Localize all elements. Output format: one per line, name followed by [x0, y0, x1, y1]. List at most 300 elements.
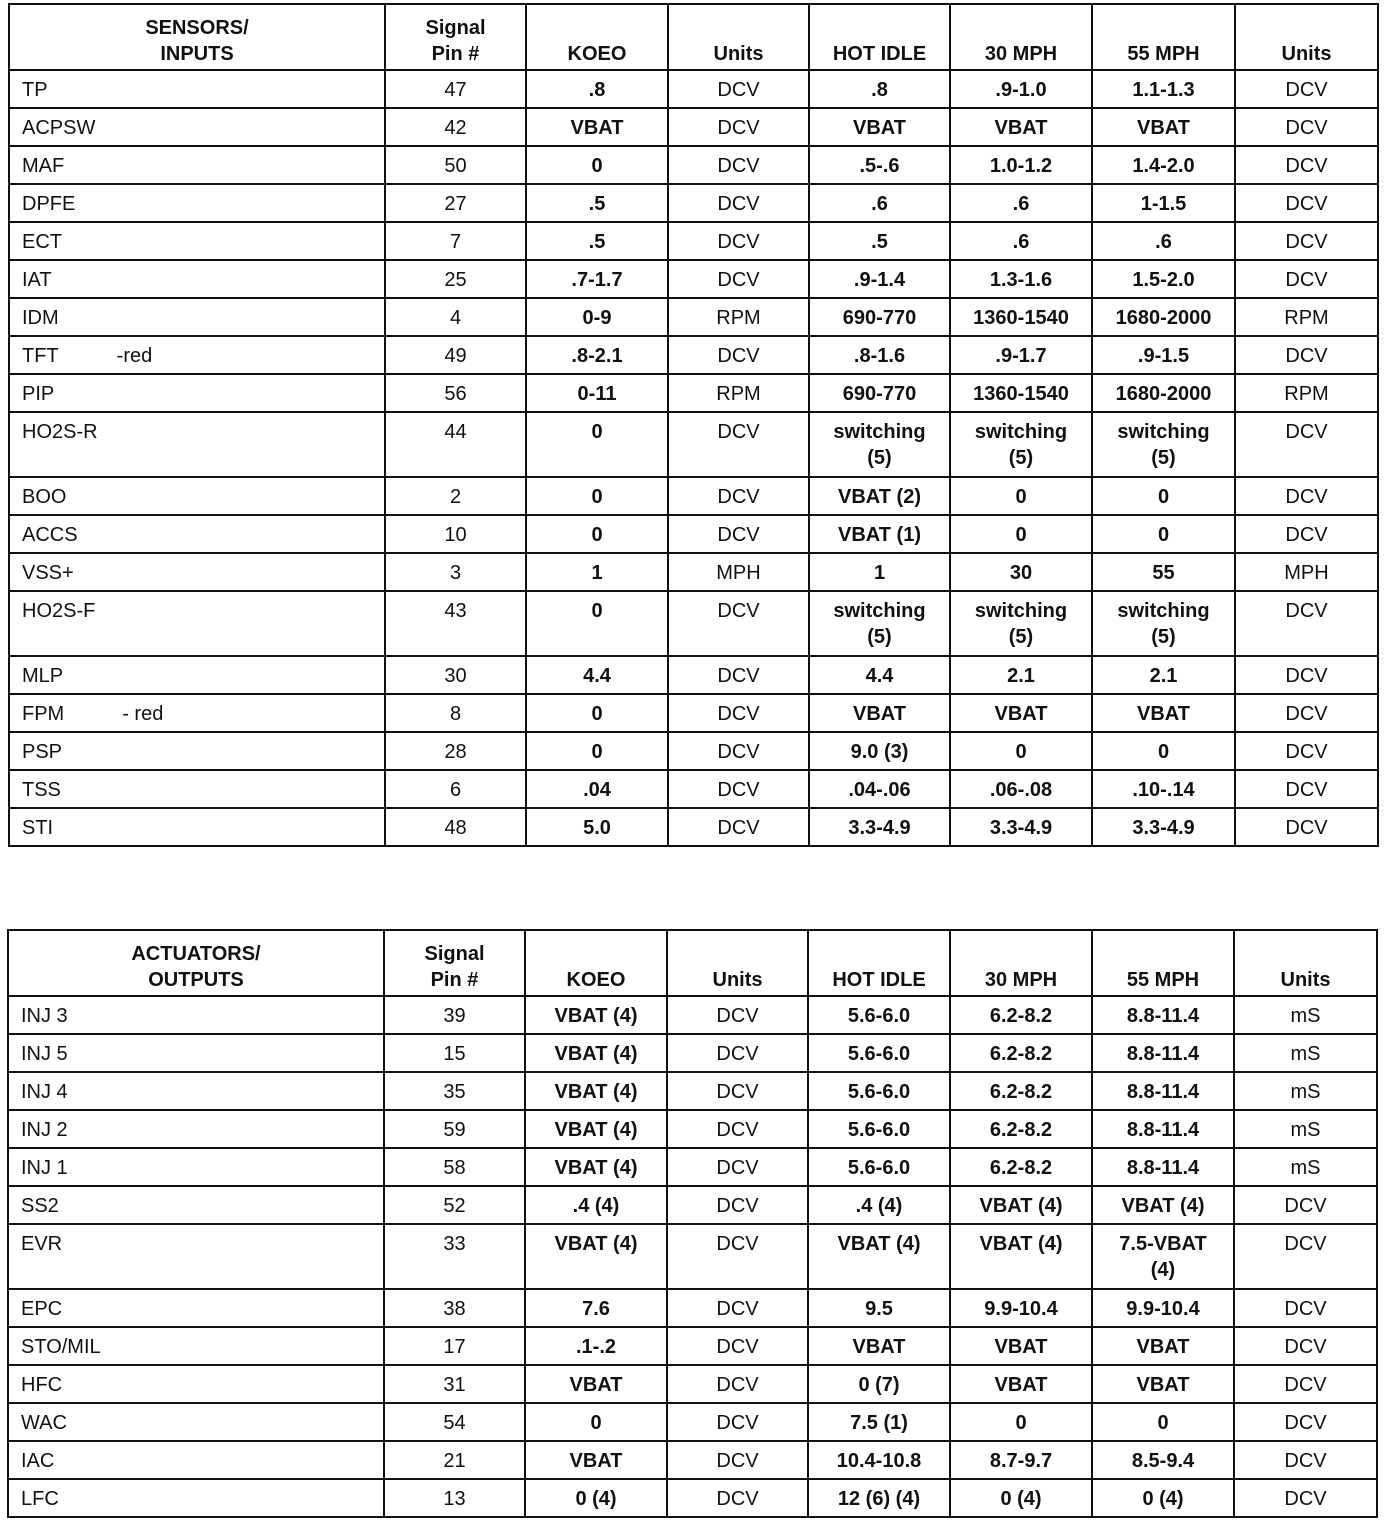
table-row: [8, 1479, 1377, 1517]
units-cell: DCV: [668, 732, 809, 770]
table-row: [8, 1289, 1377, 1327]
hot-idle-cell: .04-.06: [809, 770, 950, 808]
row-label-cell: [8, 1110, 384, 1148]
mph55-cell: 1680-2000: [1092, 374, 1235, 412]
koeo-cell: VBAT (4): [525, 1034, 667, 1072]
units-2-cell: DCV: [1235, 108, 1378, 146]
units-2-cell: DCV: [1234, 1441, 1377, 1479]
units-cell: DCV: [667, 1072, 808, 1110]
mph30-cell: 1.0-1.2: [950, 146, 1092, 184]
row-label-cell: [9, 694, 385, 732]
mph30-cell: .6: [950, 184, 1092, 222]
row-label: ACPSW: [22, 117, 96, 139]
mph55-cell: 8.8-11.4: [1092, 996, 1234, 1034]
row-label-cell: [9, 374, 385, 412]
units-2-cell: mS: [1234, 996, 1377, 1034]
header-sensors-inputs: SENSORS/ INPUTS: [9, 4, 385, 70]
row-note: - red: [122, 703, 164, 725]
table-row: [8, 1365, 1377, 1403]
row-label-cell: [9, 222, 385, 260]
table-row: [8, 1072, 1377, 1110]
units-cell: DCV: [668, 694, 809, 732]
table-row: [9, 591, 1378, 656]
header-units: Units: [668, 4, 809, 70]
row-label: HO2S-R: [22, 421, 98, 443]
mph55-cell: switching (5): [1092, 591, 1235, 656]
hot-idle-cell: .8: [809, 70, 950, 108]
mph30-cell: 6.2-8.2: [950, 1034, 1092, 1072]
units-cell: DCV: [668, 412, 809, 477]
row-label-cell: [8, 1327, 384, 1365]
units-2-cell: DCV: [1234, 1186, 1377, 1224]
units-cell: DCV: [667, 1186, 808, 1224]
row-label: INJ 1: [21, 1157, 68, 1179]
mph55-cell: 1.5-2.0: [1092, 260, 1235, 298]
units-cell: DCV: [667, 1110, 808, 1148]
mph30-cell: 2.1: [950, 656, 1092, 694]
mph30-cell: 1.3-1.6: [950, 260, 1092, 298]
koeo-cell: .7-1.7: [526, 260, 668, 298]
koeo-cell: .04: [526, 770, 668, 808]
units-cell: DCV: [667, 996, 808, 1034]
koeo-cell: 0: [526, 694, 668, 732]
units-2-cell: DCV: [1234, 1479, 1377, 1517]
table-row: [8, 996, 1377, 1034]
units-2-cell: RPM: [1235, 374, 1378, 412]
header-units-2: Units: [1234, 930, 1377, 996]
pin-cell: 43: [385, 591, 526, 656]
pin-cell: 58: [384, 1148, 525, 1186]
mph30-cell: switching (5): [950, 412, 1092, 477]
mph30-cell: 6.2-8.2: [950, 1072, 1092, 1110]
koeo-cell: 1: [526, 553, 668, 591]
hot-idle-cell: 0 (7): [808, 1365, 950, 1403]
koeo-cell: VBAT (4): [525, 1224, 667, 1289]
hot-idle-cell: 7.5 (1): [808, 1403, 950, 1441]
pin-cell: 44: [385, 412, 526, 477]
table-row: [9, 260, 1378, 298]
hot-idle-cell: 690-770: [809, 374, 950, 412]
header-signal-pin: Signal Pin #: [384, 930, 525, 996]
pin-cell: 6: [385, 770, 526, 808]
hot-idle-cell: 12 (6) (4): [808, 1479, 950, 1517]
mph55-cell: 1.1-1.3: [1092, 70, 1235, 108]
header-koeo: KOEO: [526, 4, 668, 70]
row-label-cell: [9, 808, 385, 846]
koeo-cell: .1-.2: [525, 1327, 667, 1365]
units-cell: DCV: [667, 1034, 808, 1072]
row-label-cell: [8, 1479, 384, 1517]
header-hot-idle: HOT IDLE: [809, 4, 950, 70]
units-cell: DCV: [667, 1148, 808, 1186]
mph30-cell: .9-1.7: [950, 336, 1092, 374]
units-cell: DCV: [668, 808, 809, 846]
units-cell: DCV: [667, 1289, 808, 1327]
table-row: [9, 656, 1378, 694]
row-label-cell: [9, 70, 385, 108]
hot-idle-cell: switching (5): [809, 591, 950, 656]
units-cell: DCV: [667, 1224, 808, 1289]
mph30-cell: VBAT (4): [950, 1224, 1092, 1289]
row-label: IAC: [21, 1450, 55, 1472]
hot-idle-cell: .6: [809, 184, 950, 222]
koeo-cell: 0-9: [526, 298, 668, 336]
table-row: [8, 1034, 1377, 1072]
hot-idle-cell: 9.0 (3): [809, 732, 950, 770]
units-2-cell: DCV: [1235, 222, 1378, 260]
units-cell: DCV: [668, 108, 809, 146]
mph55-cell: 8.5-9.4: [1092, 1441, 1234, 1479]
hot-idle-cell: 5.6-6.0: [808, 1072, 950, 1110]
row-label: VSS+: [22, 562, 74, 584]
row-label: DPFE: [22, 193, 76, 215]
row-label-cell: [9, 553, 385, 591]
koeo-cell: 4.4: [526, 656, 668, 694]
units-cell: DCV: [668, 184, 809, 222]
koeo-cell: 5.0: [526, 808, 668, 846]
table-row: [8, 1403, 1377, 1441]
pin-cell: 49: [385, 336, 526, 374]
hot-idle-cell: 3.3-4.9: [809, 808, 950, 846]
units-2-cell: DCV: [1235, 808, 1378, 846]
row-label: EVR: [21, 1233, 63, 1255]
pin-cell: 3: [385, 553, 526, 591]
mph55-cell: 8.8-11.4: [1092, 1110, 1234, 1148]
units-2-cell: DCV: [1235, 336, 1378, 374]
header-hot-idle: HOT IDLE: [808, 930, 950, 996]
mph55-cell: VBAT: [1092, 694, 1235, 732]
table-row: [9, 808, 1378, 846]
mph55-cell: 8.8-11.4: [1092, 1034, 1234, 1072]
koeo-cell: 0: [526, 732, 668, 770]
mph30-cell: VBAT (4): [950, 1186, 1092, 1224]
hot-idle-cell: VBAT (4): [808, 1224, 950, 1289]
units-2-cell: mS: [1234, 1110, 1377, 1148]
koeo-cell: VBAT: [525, 1441, 667, 1479]
mph55-cell: 0 (4): [1092, 1479, 1234, 1517]
pin-cell: 59: [384, 1110, 525, 1148]
units-2-cell: mS: [1234, 1034, 1377, 1072]
units-cell: DCV: [667, 1403, 808, 1441]
table-row: [8, 1327, 1377, 1365]
hot-idle-cell: 5.6-6.0: [808, 1148, 950, 1186]
pin-cell: 52: [384, 1186, 525, 1224]
pin-cell: 21: [384, 1441, 525, 1479]
units-cell: RPM: [668, 298, 809, 336]
hot-idle-cell: .9-1.4: [809, 260, 950, 298]
mph55-cell: 1680-2000: [1092, 298, 1235, 336]
mph55-cell: 0: [1092, 477, 1235, 515]
pin-cell: 35: [384, 1072, 525, 1110]
table-row: [9, 336, 1378, 374]
sensors-header-row: [9, 4, 1378, 70]
row-label-cell: [9, 336, 385, 374]
row-label-cell: [8, 1072, 384, 1110]
mph30-cell: .06-.08: [950, 770, 1092, 808]
header-units-2: Units: [1235, 4, 1378, 70]
mph55-cell: 1.4-2.0: [1092, 146, 1235, 184]
koeo-cell: .8: [526, 70, 668, 108]
row-label: TP: [22, 79, 48, 101]
table-row: [9, 146, 1378, 184]
hot-idle-cell: VBAT (2): [809, 477, 950, 515]
pin-cell: 4: [385, 298, 526, 336]
row-label: HO2S-F: [22, 600, 96, 622]
units-2-cell: DCV: [1235, 260, 1378, 298]
mph55-cell: VBAT (4): [1092, 1186, 1234, 1224]
row-label-cell: [8, 996, 384, 1034]
units-cell: DCV: [668, 477, 809, 515]
units-2-cell: mS: [1234, 1148, 1377, 1186]
mph30-cell: 0: [950, 1403, 1092, 1441]
mph30-cell: .9-1.0: [950, 70, 1092, 108]
row-label-cell: [9, 591, 385, 656]
units-2-cell: DCV: [1235, 770, 1378, 808]
pin-cell: 33: [384, 1224, 525, 1289]
units-2-cell: DCV: [1235, 146, 1378, 184]
table-row: [9, 374, 1378, 412]
row-label: WAC: [21, 1412, 67, 1434]
units-2-cell: mS: [1234, 1072, 1377, 1110]
actuators-header-row: [8, 930, 1377, 996]
koeo-cell: .8-2.1: [526, 336, 668, 374]
actuators-outputs-table: [7, 929, 1378, 1518]
mph30-cell: .6: [950, 222, 1092, 260]
row-label-cell: [9, 412, 385, 477]
table-row: [9, 477, 1378, 515]
koeo-cell: 0: [525, 1403, 667, 1441]
units-cell: DCV: [668, 656, 809, 694]
units-cell: DCV: [668, 770, 809, 808]
header-units: Units: [667, 930, 808, 996]
pin-cell: 31: [384, 1365, 525, 1403]
row-label: TSS: [22, 779, 61, 801]
units-2-cell: DCV: [1235, 656, 1378, 694]
hot-idle-cell: switching (5): [809, 412, 950, 477]
row-label: MLP: [22, 665, 64, 687]
table-row: [8, 1224, 1377, 1289]
pin-cell: 54: [384, 1403, 525, 1441]
mph55-cell: 3.3-4.9: [1092, 808, 1235, 846]
header-30-mph: 30 MPH: [950, 930, 1092, 996]
units-cell: DCV: [668, 515, 809, 553]
table-row: [8, 1186, 1377, 1224]
koeo-cell: .4 (4): [525, 1186, 667, 1224]
row-label: INJ 2: [21, 1119, 68, 1141]
mph55-cell: VBAT: [1092, 1365, 1234, 1403]
koeo-cell: VBAT (4): [525, 1072, 667, 1110]
hot-idle-cell: VBAT: [808, 1327, 950, 1365]
sensors-inputs-table: [8, 3, 1379, 847]
pin-cell: 47: [385, 70, 526, 108]
row-label: HFC: [21, 1374, 63, 1396]
table-row: [9, 515, 1378, 553]
pin-cell: 38: [384, 1289, 525, 1327]
hot-idle-cell: VBAT (1): [809, 515, 950, 553]
mph30-cell: switching (5): [950, 591, 1092, 656]
table-row: [9, 732, 1378, 770]
header-koeo: KOEO: [525, 930, 667, 996]
pin-cell: 48: [385, 808, 526, 846]
row-label: EPC: [21, 1298, 63, 1320]
pin-cell: 15: [384, 1034, 525, 1072]
row-label: BOO: [22, 486, 67, 508]
units-2-cell: DCV: [1235, 591, 1378, 656]
row-label: TFT: [22, 345, 59, 367]
table-row: [9, 298, 1378, 336]
hot-idle-cell: VBAT: [809, 108, 950, 146]
units-cell: DCV: [667, 1441, 808, 1479]
pin-cell: 27: [385, 184, 526, 222]
units-cell: DCV: [667, 1365, 808, 1403]
table-row: [9, 770, 1378, 808]
header-actuators-outputs: ACTUATORS/ OUTPUTS: [8, 930, 384, 996]
units-2-cell: DCV: [1235, 515, 1378, 553]
koeo-cell: 0: [526, 412, 668, 477]
table-row: [9, 412, 1378, 477]
table-row: [9, 222, 1378, 260]
table-row: [8, 1148, 1377, 1186]
koeo-cell: 0: [526, 477, 668, 515]
header-30-mph: 30 MPH: [950, 4, 1092, 70]
header-signal-pin: Signal Pin #: [385, 4, 526, 70]
mph55-cell: 0: [1092, 732, 1235, 770]
hot-idle-cell: 10.4-10.8: [808, 1441, 950, 1479]
units-cell: DCV: [667, 1479, 808, 1517]
row-label-cell: [9, 656, 385, 694]
mph55-cell: .10-.14: [1092, 770, 1235, 808]
mph55-cell: VBAT: [1092, 108, 1235, 146]
row-label-cell: [9, 260, 385, 298]
row-label-cell: [8, 1365, 384, 1403]
koeo-cell: .5: [526, 222, 668, 260]
row-label: ACCS: [22, 524, 78, 546]
koeo-cell: 0: [526, 146, 668, 184]
hot-idle-cell: 5.6-6.0: [808, 1034, 950, 1072]
pin-cell: 42: [385, 108, 526, 146]
row-label-cell: [8, 1289, 384, 1327]
mph30-cell: 6.2-8.2: [950, 1148, 1092, 1186]
hot-idle-cell: 5.6-6.0: [808, 996, 950, 1034]
mph30-cell: VBAT: [950, 1327, 1092, 1365]
pin-cell: 13: [384, 1479, 525, 1517]
row-label: STO/MIL: [21, 1336, 101, 1358]
mph55-cell: 0: [1092, 1403, 1234, 1441]
row-label: PIP: [22, 383, 55, 405]
mph30-cell: 6.2-8.2: [950, 1110, 1092, 1148]
koeo-cell: VBAT: [525, 1365, 667, 1403]
pin-cell: 25: [385, 260, 526, 298]
mph55-cell: 7.5-VBAT (4): [1092, 1224, 1234, 1289]
row-label-cell: [9, 146, 385, 184]
row-label-cell: [9, 477, 385, 515]
units-2-cell: DCV: [1235, 70, 1378, 108]
table-row: [9, 108, 1378, 146]
table-row: [9, 694, 1378, 732]
units-2-cell: DCV: [1235, 732, 1378, 770]
header-55-mph: 55 MPH: [1092, 4, 1235, 70]
mph55-cell: .6: [1092, 222, 1235, 260]
row-label-cell: [9, 770, 385, 808]
koeo-cell: 0: [526, 591, 668, 656]
units-2-cell: MPH: [1235, 553, 1378, 591]
pin-cell: 56: [385, 374, 526, 412]
row-label-cell: [9, 515, 385, 553]
row-label-cell: [9, 298, 385, 336]
row-label-cell: [8, 1034, 384, 1072]
mph55-cell: 8.8-11.4: [1092, 1148, 1234, 1186]
mph30-cell: VBAT: [950, 108, 1092, 146]
mph30-cell: 0: [950, 515, 1092, 553]
units-2-cell: DCV: [1234, 1365, 1377, 1403]
mph30-cell: 8.7-9.7: [950, 1441, 1092, 1479]
units-cell: DCV: [668, 260, 809, 298]
row-label: PSP: [22, 741, 63, 763]
row-label-cell: [9, 184, 385, 222]
mph30-cell: 1360-1540: [950, 298, 1092, 336]
mph30-cell: 0: [950, 732, 1092, 770]
pin-cell: 50: [385, 146, 526, 184]
mph55-cell: VBAT: [1092, 1327, 1234, 1365]
mph30-cell: 0 (4): [950, 1479, 1092, 1517]
hot-idle-cell: .4 (4): [808, 1186, 950, 1224]
row-label: SS2: [21, 1195, 59, 1217]
units-cell: DCV: [668, 222, 809, 260]
hot-idle-cell: 690-770: [809, 298, 950, 336]
mph30-cell: 9.9-10.4: [950, 1289, 1092, 1327]
units-cell: DCV: [668, 591, 809, 656]
pin-cell: 7: [385, 222, 526, 260]
koeo-cell: 0-11: [526, 374, 668, 412]
mph55-cell: .9-1.5: [1092, 336, 1235, 374]
row-label: INJ 4: [21, 1081, 68, 1103]
koeo-cell: .5: [526, 184, 668, 222]
row-label-cell: [8, 1441, 384, 1479]
pin-cell: 2: [385, 477, 526, 515]
row-label-cell: [8, 1148, 384, 1186]
pin-cell: 30: [385, 656, 526, 694]
mph55-cell: 2.1: [1092, 656, 1235, 694]
row-label-cell: [8, 1224, 384, 1289]
units-2-cell: DCV: [1234, 1403, 1377, 1441]
hot-idle-cell: 9.5: [808, 1289, 950, 1327]
mph55-cell: 9.9-10.4: [1092, 1289, 1234, 1327]
mph55-cell: 55: [1092, 553, 1235, 591]
row-label: IDM: [22, 307, 59, 329]
table-row: [9, 70, 1378, 108]
units-cell: DCV: [668, 336, 809, 374]
row-label: ECT: [22, 231, 62, 253]
units-2-cell: DCV: [1235, 477, 1378, 515]
units-2-cell: DCV: [1234, 1224, 1377, 1289]
koeo-cell: VBAT (4): [525, 1110, 667, 1148]
units-cell: DCV: [668, 70, 809, 108]
units-2-cell: DCV: [1235, 412, 1378, 477]
table-row: [8, 1441, 1377, 1479]
pin-cell: 28: [385, 732, 526, 770]
row-label-cell: [9, 108, 385, 146]
units-cell: DCV: [667, 1327, 808, 1365]
mph55-cell: 1-1.5: [1092, 184, 1235, 222]
row-label: LFC: [21, 1488, 59, 1510]
units-2-cell: DCV: [1234, 1327, 1377, 1365]
header-55-mph: 55 MPH: [1092, 930, 1234, 996]
hot-idle-cell: 5.6-6.0: [808, 1110, 950, 1148]
hot-idle-cell: VBAT: [809, 694, 950, 732]
mph30-cell: 1360-1540: [950, 374, 1092, 412]
koeo-cell: VBAT (4): [525, 1148, 667, 1186]
koeo-cell: 0: [526, 515, 668, 553]
